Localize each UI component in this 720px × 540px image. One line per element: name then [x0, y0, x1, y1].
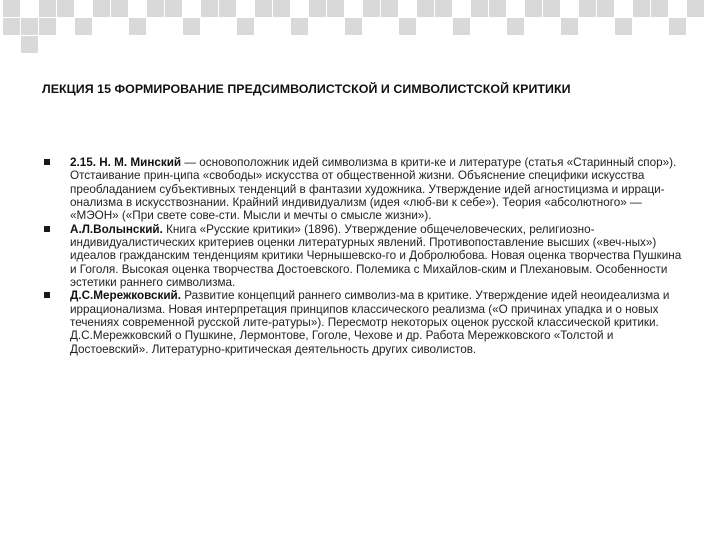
decorative-square [93, 0, 110, 17]
decorative-square [291, 18, 308, 35]
decorative-square [57, 0, 74, 17]
decorative-square [273, 0, 290, 17]
decorative-square [345, 18, 362, 35]
bullet-item [42, 289, 682, 356]
decorative-square [3, 18, 20, 35]
decorative-square [129, 18, 146, 35]
decorative-square-band [0, 0, 720, 44]
decorative-square [75, 18, 92, 35]
decorative-square [525, 0, 542, 17]
decorative-square [543, 0, 560, 17]
decorative-square [453, 18, 470, 35]
decorative-square [147, 0, 164, 17]
decorative-square [489, 0, 506, 17]
decorative-square [363, 0, 380, 17]
decorative-square [255, 0, 272, 17]
decorative-square [165, 0, 182, 17]
decorative-square [669, 18, 686, 35]
square-bullet-icon [44, 226, 50, 232]
decorative-square [471, 0, 488, 17]
bullet-lead: 2.15. Н. М. Минский [70, 156, 182, 169]
decorative-square [237, 18, 254, 35]
decorative-square [219, 0, 236, 17]
bullet-lead: Д.С.Мережковский. [70, 289, 181, 303]
square-bullet-icon [44, 159, 50, 165]
decorative-square [615, 18, 632, 35]
decorative-square [327, 0, 344, 17]
decorative-square [687, 0, 704, 17]
decorative-square [39, 0, 56, 17]
square-bullet-icon [44, 292, 50, 298]
bullet-text: Книга «Русские критики» (1896). Утверждение общечеловеческих, религиозно-индивидуалистических критериев оценки литературных явлений. Противопоставление высших («веч-ных») идеалов гражданским тенденциям критики Чернышевско-го и Добролюбова. Новая оценка творчества Пушкина и Гоголя. Высокая оценка творчества Достоевского. Полемика с Михайлов-ским и Плехановым. Особенности эстетики раннего символизма. [70, 222, 682, 290]
bullet-list [42, 156, 682, 356]
decorative-square [381, 0, 398, 17]
decorative-square [417, 0, 434, 17]
decorative-square [21, 18, 38, 35]
slide-title: ЛЕКЦИЯ 15 ФОРМИРОВАНИЕ ПРЕДСИМВОЛИСТСКОЙ И СИМВОЛИСТСКОЙ КРИТИКИ [42, 82, 571, 96]
decorative-square [651, 0, 668, 17]
decorative-square [633, 0, 650, 17]
bullet-item [42, 156, 682, 223]
decorative-square [507, 18, 524, 35]
decorative-square [183, 18, 200, 35]
decorative-square [579, 0, 596, 17]
decorative-square [309, 0, 326, 17]
bullet-lead: А.Л.Волынский. [70, 222, 163, 236]
decorative-square [435, 0, 452, 17]
bullet-text: Развитие концепций раннего символиз-ма в критике. Утверждение идей неоидеализма и иррационализма. Новая интерпретация принципов классического реализма («О причинах упадка и о новых течениях современной русской лите-ратуры»). Пересмотр некоторых оценок русской классической критики. Д.С.Мережковский о Пушкине, Лермонтове, Гоголе, Чехове и др. Работа Мережковского «Толстой и Достоевский». Литературно-критическая деятельность других сиволистов. [70, 289, 670, 356]
bullet-item [42, 223, 682, 290]
decorative-square [39, 18, 56, 35]
decorative-square [561, 18, 578, 35]
decorative-square [201, 0, 218, 17]
decorative-square [3, 0, 20, 17]
bullet-text: — основоположник идей символизма в крити-ке и литературе (статья «Старинный спор»). Отстаивание прин-ципа «свободы» искусства от общественной жизни. Объяснение специфики искусства преобладанием субъективных тенденций в фантазии художника. Утверждение идей агностицизма и ирраци-онализма в искусствознании. Крайний индивидуализм (идея «люб-ви к себе»). Теория «абсолютного» — «МЭОН» («При свете сове-сти. Мысли и мечты о смысле жизни»). [70, 156, 677, 223]
decorative-square [21, 36, 38, 53]
decorative-square [399, 18, 416, 35]
decorative-square [111, 0, 128, 17]
decorative-square [597, 0, 614, 17]
